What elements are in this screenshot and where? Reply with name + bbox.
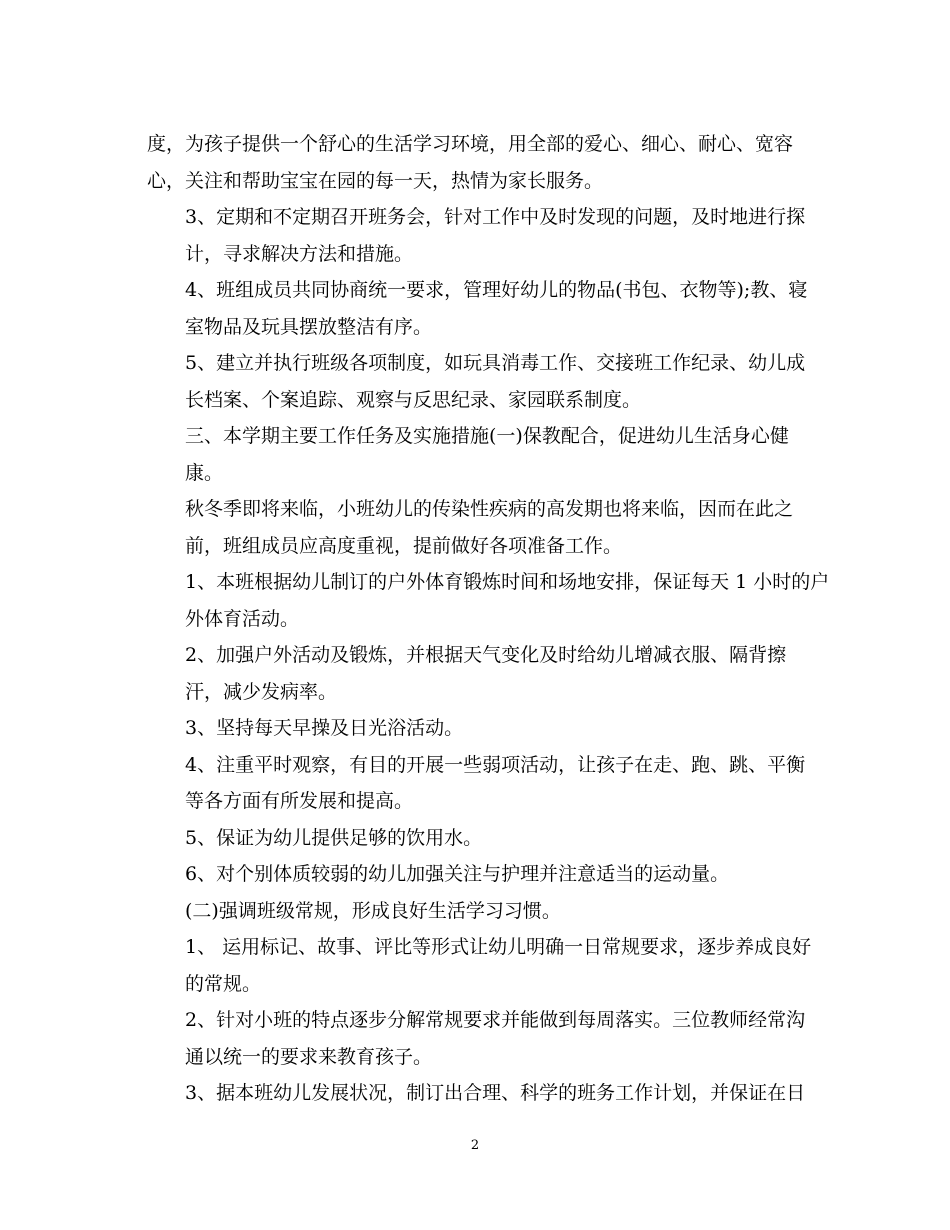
text-line: 2、加强户外活动及锻炼，并根据天气变化及时给幼儿增减衣服、隔背擦 [185,644,787,666]
paragraph [147,126,807,199]
text-line: 汗，减少发病率。 [185,680,338,703]
paragraph [147,491,807,564]
text-line: 1、 运用标记、故事、评比等形式让幼儿明确一日常规要求，逐步养成良好 [185,936,812,958]
text-line: 计，寻求解决方法和措施。 [185,242,414,265]
text-line: 秋冬季即将来临，小班幼儿的传染性疾病的高发期也将来临，因而在此之 [185,498,794,520]
text-line: (二)强调班级常规，形成良好生活学习习惯。 [185,899,561,922]
paragraph [147,272,807,345]
text-line: 等各方面有所发展和提高。 [185,790,414,812]
text-line: 通以统一的要求来教育孩子。 [185,1045,433,1068]
text-line: 1、本班根据幼儿制订的户外体育锻炼时间和场地安排，保证每天 1 小时的户 [185,571,830,593]
text-line: 长档案、个案追踪、观察与反思纪录、家园联系制度。 [185,388,642,411]
text-line: 度，为孩子提供一个舒心的生活学习环境，用全部的爱心、细心、耐心、宽容 [147,133,794,155]
paragraph [147,929,812,1002]
paragraph [147,856,807,893]
paragraph [147,1075,807,1112]
paragraph [147,564,830,637]
text-line: 6、对个别体质较弱的幼儿加强关注与护理并注意适当的运动量。 [185,863,730,885]
text-line: 3、定期和不定期召开班务会，针对工作中及时发现的问题，及时地进行探 [185,206,806,228]
text-line: 外体育活动。 [185,607,300,630]
text-line: 2、针对小班的特点逐步分解常规要求并能做到每周落实。三位教师经常沟 [185,1009,806,1031]
paragraph [147,1002,807,1075]
text-line: 3、据本班幼儿发展状况，制订出合理、科学的班务工作计划，并保证在日 [185,1082,806,1104]
text-line: 康。 [185,461,224,484]
paragraph [147,893,807,930]
text-line: 的常规。 [185,972,262,995]
text-line: 室物品及玩具摆放整洁有序。 [185,315,433,338]
paragraph [147,345,807,418]
paragraph [147,710,807,747]
document-body [147,126,830,1112]
paragraph [147,199,807,272]
text-line: 4、注重平时观察，有目的开展一些弱项活动，让孩子在走、跑、跳、平衡 [185,753,806,776]
text-line: 3、坚持每天早操及日光浴活动。 [185,717,464,739]
text-line: 5、保证为幼儿提供足够的饮用水。 [185,826,483,849]
text-line: 4、班组成员共同协商统一要求，管理好幼儿的物品(书包、衣物等);教、寝 [185,279,808,301]
paragraph [147,747,807,820]
text-line: 心，关注和帮助宝宝在园的每一天，热情为家长服务。 [147,169,604,192]
paragraph [147,637,807,710]
page-number: 2 [470,1138,480,1153]
paragraph [147,820,807,857]
text-line: 前，班组成员应高度重视，提前做好各项准备工作。 [185,534,623,557]
text-line: 5、建立并执行班级各项制度，如玩具消毒工作、交接班工作纪录、幼儿成 [185,352,806,374]
text-line: 三、本学期主要工作任务及实施措施(一)保教配合，促进幼儿生活身心健 [185,425,789,447]
paragraph [147,418,807,491]
